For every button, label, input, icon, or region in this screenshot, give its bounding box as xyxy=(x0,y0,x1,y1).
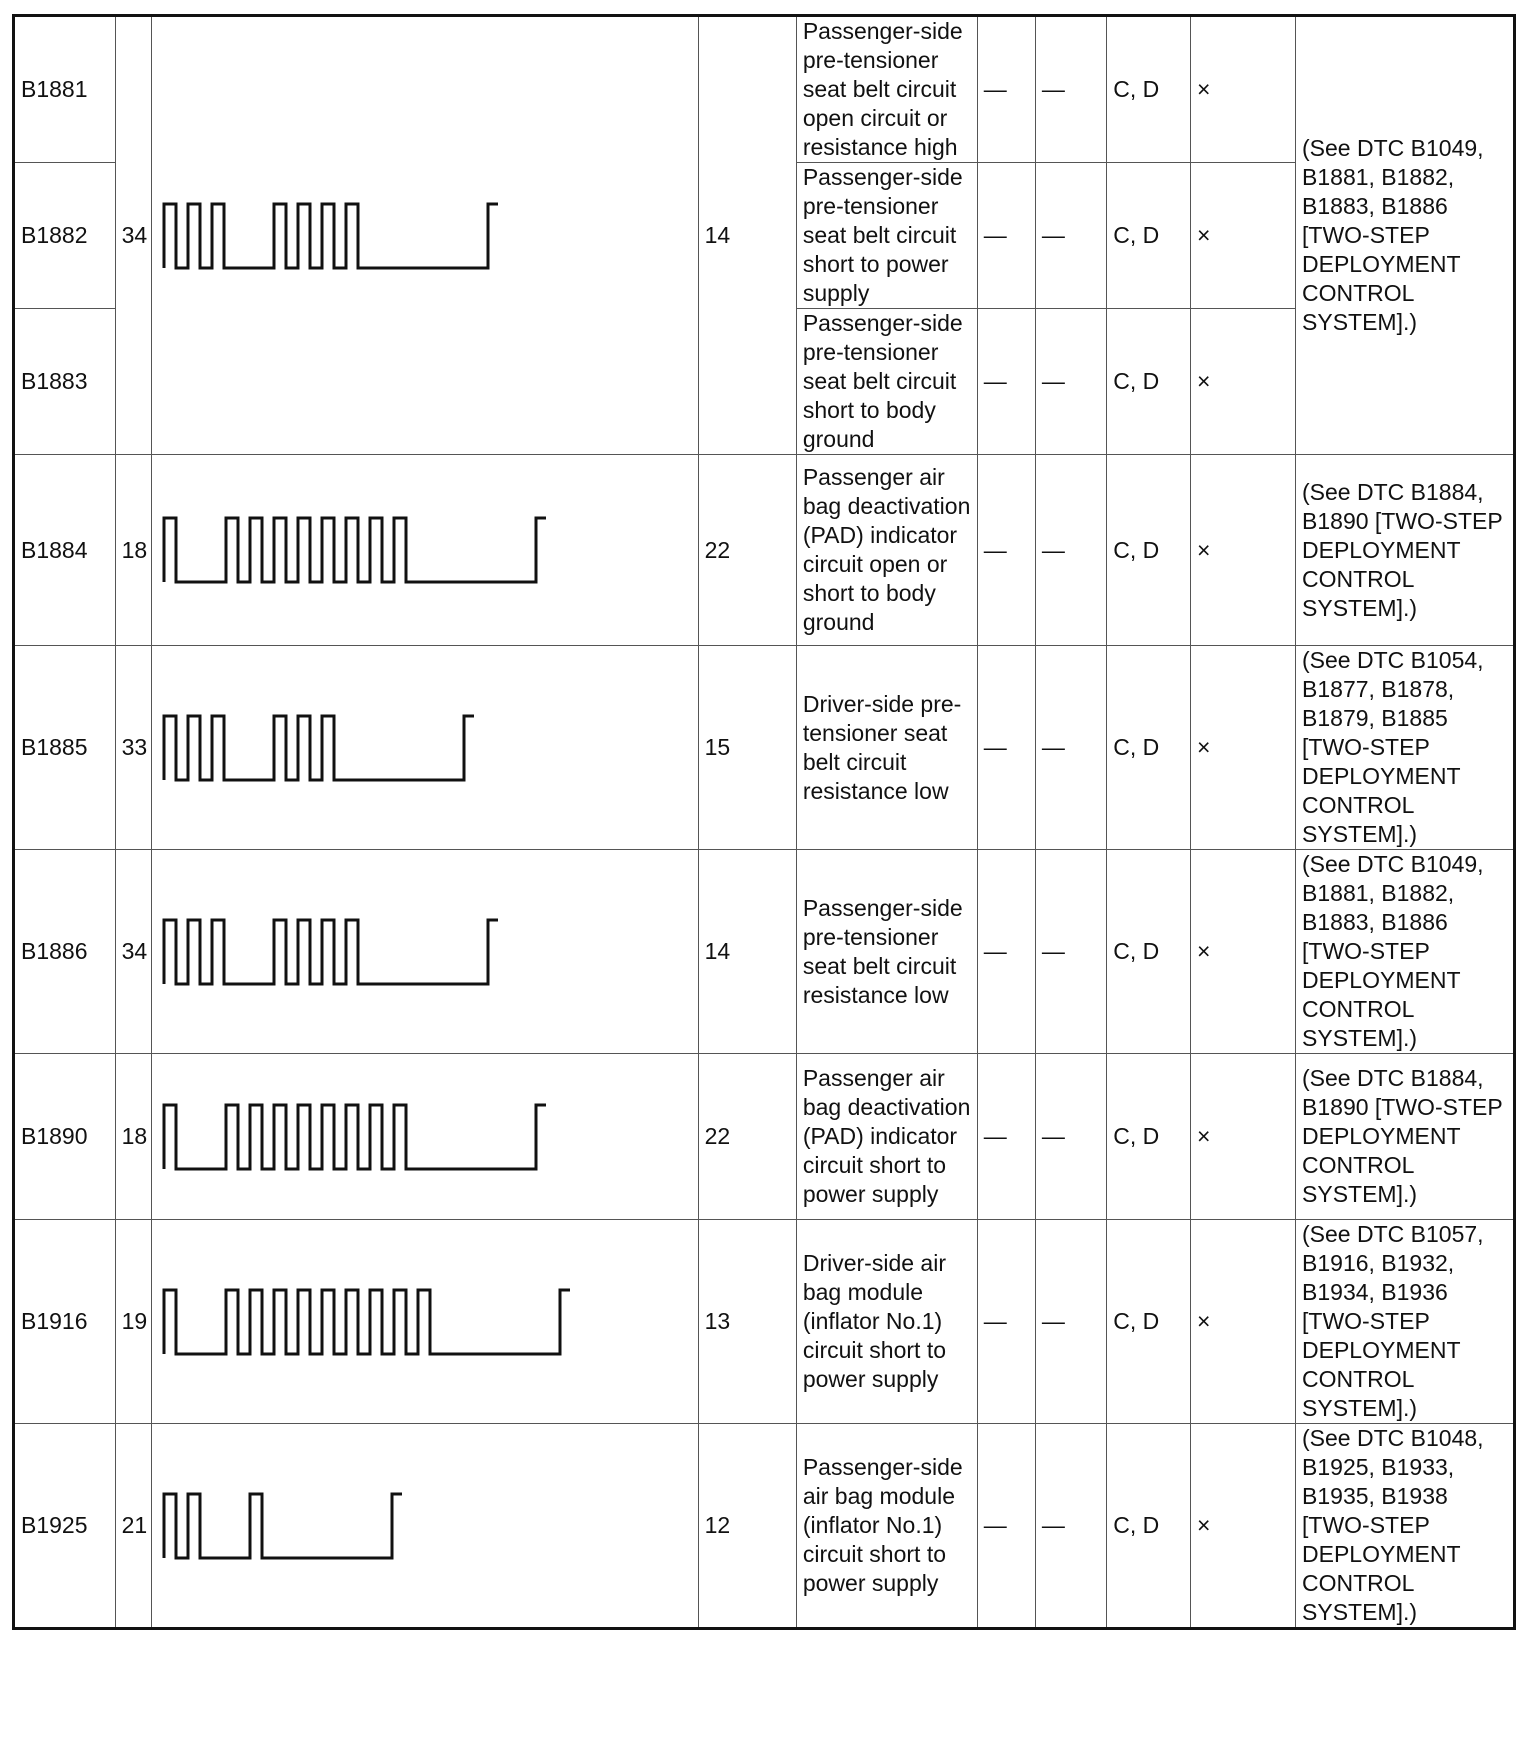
blink-code: 34 xyxy=(115,16,152,455)
support-mark: × xyxy=(1191,16,1296,163)
blink-pattern-cell xyxy=(152,1220,698,1424)
support-mark: × xyxy=(1191,850,1296,1054)
detection-mode: C, D xyxy=(1107,850,1191,1054)
table-row xyxy=(14,1220,1515,1424)
terminal-number: 22 xyxy=(698,1054,796,1220)
waveform-line xyxy=(164,920,498,984)
table-row xyxy=(14,455,1515,646)
support-mark: × xyxy=(1191,1054,1296,1220)
dtc-code: B1925 xyxy=(14,1424,116,1629)
dtc-description: Driver-side pre-tensioner seat belt circuit resistance low xyxy=(796,646,977,850)
column-a-value: — xyxy=(977,16,1035,163)
terminal-number: 14 xyxy=(698,850,796,1054)
dtc-description: Passenger air bag deactivation (PAD) indicator circuit open or short to body ground xyxy=(796,455,977,646)
dtc-code: B1882 xyxy=(14,163,116,309)
reference-text: (See DTC B1057, B1916, B1932, B1934, B1936 [TWO-STEP DEPLOYMENT CONTROL SYSTEM].) xyxy=(1296,1220,1515,1424)
column-b-value: — xyxy=(1035,16,1106,163)
dtc-code: B1886 xyxy=(14,850,116,1054)
dtc-code: B1890 xyxy=(14,1054,116,1220)
terminal-number: 14 xyxy=(698,16,796,455)
detection-mode: C, D xyxy=(1107,1054,1191,1220)
blink-pattern-waveform xyxy=(158,1087,638,1187)
reference-text: (See DTC B1048, B1925, B1933, B1935, B1938 [TWO-STEP DEPLOYMENT CONTROL SYSTEM].) xyxy=(1296,1424,1515,1629)
column-a-value: — xyxy=(977,1054,1035,1220)
column-a-value: — xyxy=(977,455,1035,646)
reference-text: (See DTC B1884, B1890 [TWO-STEP DEPLOYMENT CONTROL SYSTEM].) xyxy=(1296,455,1515,646)
dtc-code: B1884 xyxy=(14,455,116,646)
table-row xyxy=(14,16,1515,163)
dtc-description: Driver-side air bag module (inflator No.1) circuit short to power supply xyxy=(796,1220,977,1424)
blink-pattern-waveform xyxy=(158,902,638,1002)
blink-pattern-waveform xyxy=(158,500,638,600)
blink-pattern-waveform xyxy=(158,698,638,798)
waveform-line xyxy=(164,716,474,780)
blink-code: 33 xyxy=(115,646,152,850)
dtc-code: B1881 xyxy=(14,16,116,163)
column-b-value: — xyxy=(1035,1220,1106,1424)
dtc-description: Passenger-side pre-tensioner seat belt circuit short to power supply xyxy=(796,163,977,309)
column-a-value: — xyxy=(977,850,1035,1054)
support-mark: × xyxy=(1191,455,1296,646)
blink-pattern-cell xyxy=(152,646,698,850)
column-b-value: — xyxy=(1035,646,1106,850)
reference-text: (See DTC B1049, B1881, B1882, B1883, B1886 [TWO-STEP DEPLOYMENT CONTROL SYSTEM].) xyxy=(1296,850,1515,1054)
detection-mode: C, D xyxy=(1107,1424,1191,1629)
blink-code: 18 xyxy=(115,1054,152,1220)
waveform-line xyxy=(164,1494,402,1558)
terminal-number: 22 xyxy=(698,455,796,646)
column-b-value: — xyxy=(1035,850,1106,1054)
column-b-value: — xyxy=(1035,1054,1106,1220)
dtc-description: Passenger-side pre-tensioner seat belt circuit resistance low xyxy=(796,850,977,1054)
detection-mode: C, D xyxy=(1107,646,1191,850)
blink-pattern-waveform xyxy=(158,1272,638,1372)
blink-pattern-waveform xyxy=(158,186,638,286)
column-a-value: — xyxy=(977,1220,1035,1424)
dtc-description: Passenger-side pre-tensioner seat belt circuit short to body ground xyxy=(796,309,977,455)
support-mark: × xyxy=(1191,309,1296,455)
detection-mode: C, D xyxy=(1107,309,1191,455)
blink-pattern-waveform xyxy=(158,1476,638,1576)
dtc-description: Passenger-side pre-tensioner seat belt circuit open circuit or resistance high xyxy=(796,16,977,163)
table-row xyxy=(14,646,1515,850)
support-mark: × xyxy=(1191,1220,1296,1424)
blink-pattern-cell xyxy=(152,850,698,1054)
blink-code: 21 xyxy=(115,1424,152,1629)
support-mark: × xyxy=(1191,646,1296,850)
blink-pattern-cell xyxy=(152,1424,698,1629)
column-a-value: — xyxy=(977,646,1035,850)
blink-pattern-cell xyxy=(152,16,698,455)
reference-text: (See DTC B1884, B1890 [TWO-STEP DEPLOYMENT CONTROL SYSTEM].) xyxy=(1296,1054,1515,1220)
table-row xyxy=(14,1424,1515,1629)
waveform-line xyxy=(164,1290,570,1354)
dtc-description: Passenger-side air bag module (inflator No.1) circuit short to power supply xyxy=(796,1424,977,1629)
terminal-number: 12 xyxy=(698,1424,796,1629)
dtc-code: B1916 xyxy=(14,1220,116,1424)
terminal-number: 15 xyxy=(698,646,796,850)
table-row xyxy=(14,850,1515,1054)
column-b-value: — xyxy=(1035,455,1106,646)
waveform-line xyxy=(164,204,498,268)
detection-mode: C, D xyxy=(1107,1220,1191,1424)
dtc-description: Passenger air bag deactivation (PAD) indicator circuit short to power supply xyxy=(796,1054,977,1220)
reference-text: (See DTC B1054, B1877, B1878, B1879, B1885 [TWO-STEP DEPLOYMENT CONTROL SYSTEM].) xyxy=(1296,646,1515,850)
dtc-table xyxy=(12,14,1516,1630)
support-mark: × xyxy=(1191,1424,1296,1629)
blink-pattern-cell xyxy=(152,1054,698,1220)
column-b-value: — xyxy=(1035,1424,1106,1629)
blink-code: 34 xyxy=(115,850,152,1054)
detection-mode: C, D xyxy=(1107,163,1191,309)
terminal-number: 13 xyxy=(698,1220,796,1424)
support-mark: × xyxy=(1191,163,1296,309)
dtc-code: B1885 xyxy=(14,646,116,850)
column-a-value: — xyxy=(977,163,1035,309)
waveform-line xyxy=(164,518,546,582)
blink-pattern-cell xyxy=(152,455,698,646)
column-a-value: — xyxy=(977,309,1035,455)
waveform-line xyxy=(164,1105,546,1169)
column-b-value: — xyxy=(1035,309,1106,455)
column-b-value: — xyxy=(1035,163,1106,309)
reference-text: (See DTC B1049, B1881, B1882, B1883, B1886 [TWO-STEP DEPLOYMENT CONTROL SYSTEM].) xyxy=(1296,16,1515,455)
dtc-code: B1883 xyxy=(14,309,116,455)
blink-code: 18 xyxy=(115,455,152,646)
table-row xyxy=(14,1054,1515,1220)
blink-code: 19 xyxy=(115,1220,152,1424)
detection-mode: C, D xyxy=(1107,455,1191,646)
column-a-value: — xyxy=(977,1424,1035,1629)
detection-mode: C, D xyxy=(1107,16,1191,163)
